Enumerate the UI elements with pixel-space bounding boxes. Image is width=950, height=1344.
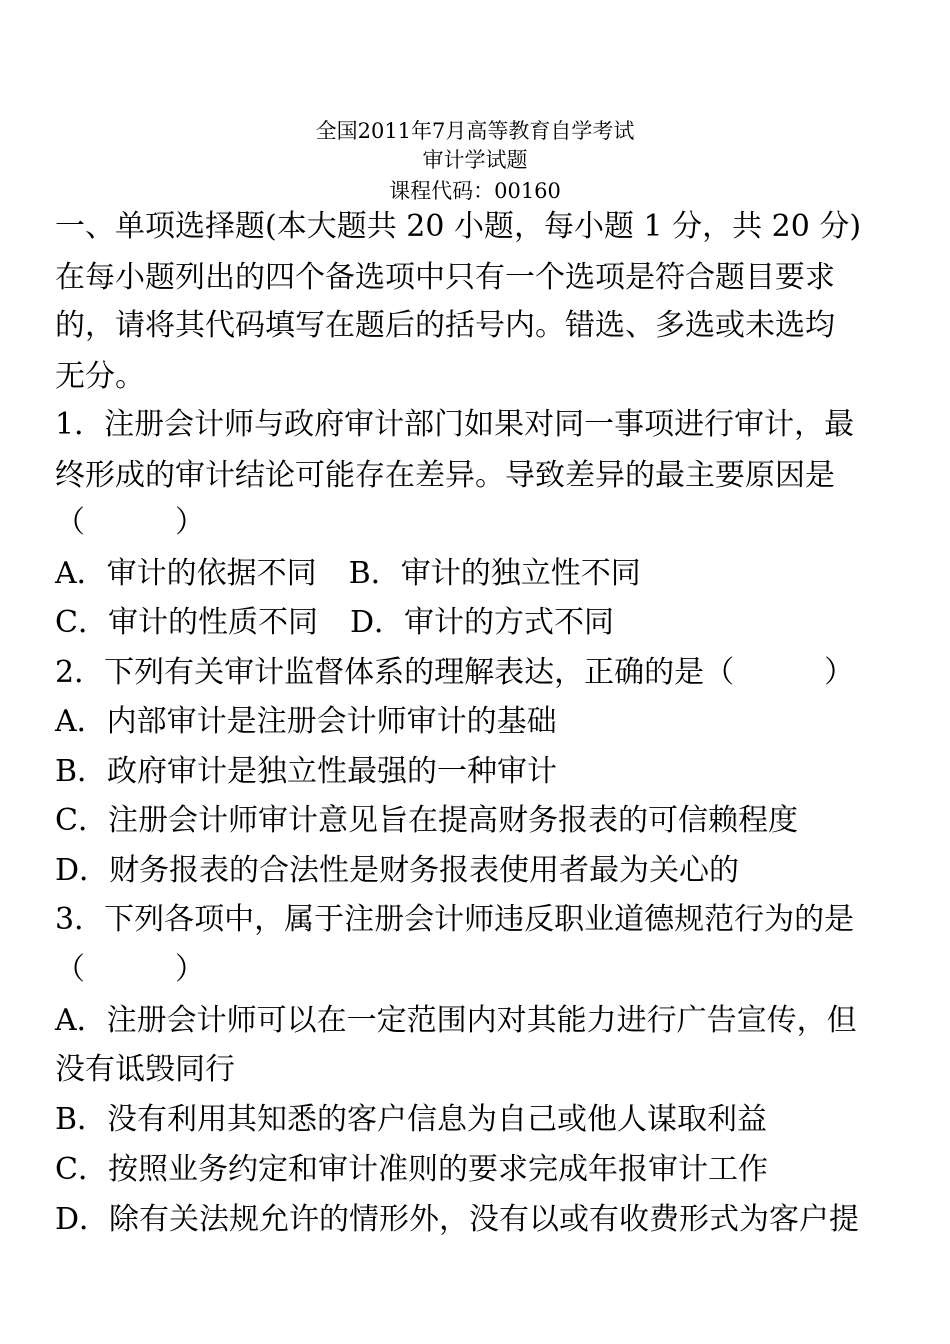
question-3-option-a: A．注册会计师可以在一定范围内对其能力进行广告宣传，但 <box>55 1003 857 1038</box>
question-1-answer-blank: （ ） <box>55 505 205 540</box>
section-instructions-line: 无分。 <box>55 359 145 394</box>
question-3-answer-blank: （ ） <box>55 952 205 987</box>
question-2-option-a: A．内部审计是注册会计师审计的基础 <box>55 704 557 739</box>
question-3-option-d: D．除有关法规允许的情形外，没有以或有收费形式为客户提 <box>55 1202 860 1237</box>
question-3-option-a-continued: 没有诋毁同行 <box>55 1052 235 1087</box>
question-1-option-row <box>55 554 641 594</box>
question-3-option-c: C．按照业务约定和审计准则的要求完成年报审计工作 <box>55 1152 768 1187</box>
question-2-option-d: D．财务报表的合法性是财务报表使用者最为关心的 <box>55 853 740 888</box>
question-1-option-a: A．审计的依据不同 <box>55 556 317 591</box>
question-2-stem: 2．下列有关审计监督体系的理解表达，正确的是（ ） <box>55 655 855 690</box>
section-instructions-line: 的，请将其代码填写在题后的括号内。错选、多选或未选均 <box>55 308 835 343</box>
question-1-option-d: D．审计的方式不同 <box>349 605 615 640</box>
question-2-option-c: C．注册会计师审计意见旨在提高财务报表的可信赖程度 <box>55 803 798 838</box>
question-1-stem: 1．注册会计师与政府审计部门如果对同一事项进行审计，最 <box>55 407 855 442</box>
subject-title: 审计学试题 <box>422 148 528 172</box>
question-1-stem: 终形成的审计结论可能存在差异。导致差异的最主要原因是 <box>55 458 835 493</box>
exam-title: 全国2011年7月高等教育自学考试 <box>315 119 635 143</box>
question-1-option-c: C．审计的性质不同 <box>55 605 318 640</box>
course-code: 课程代码：00160 <box>389 179 561 203</box>
section-instructions-line: 在每小题列出的四个备选项中只有一个选项是符合题目要求 <box>55 260 835 295</box>
question-2-option-b: B．政府审计是独立性最强的一种审计 <box>55 754 558 789</box>
question-3-stem: 3．下列各项中，属于注册会计师违反职业道德规范行为的是 <box>55 902 855 937</box>
section-heading: 一、单项选择题(本大题共 20 小题，每小题 1 分，共 20 分) <box>55 209 862 244</box>
question-1-option-row <box>55 603 614 643</box>
question-1-option-b: B．审计的独立性不同 <box>348 556 641 591</box>
question-3-option-b: B．没有利用其知悉的客户信息为自己或他人谋取利益 <box>55 1102 768 1137</box>
